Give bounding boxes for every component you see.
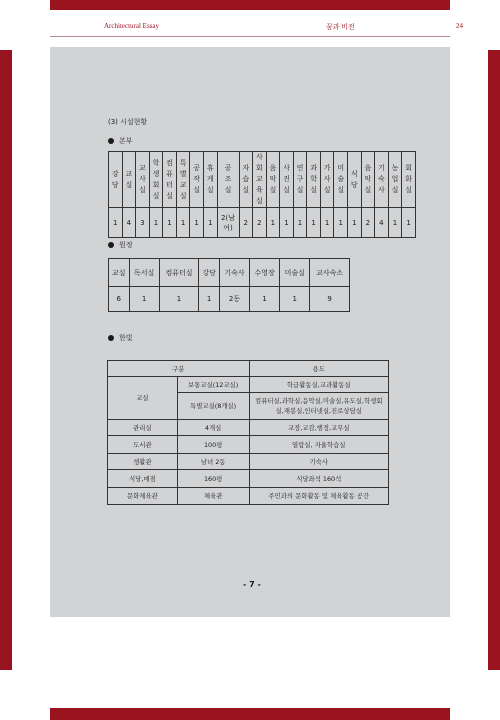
table-header-row: [109, 259, 350, 287]
col-header-label: 회화실: [405, 164, 412, 194]
table-cell: 1: [190, 208, 204, 238]
table-row: [108, 420, 389, 436]
table-cell: 1: [109, 208, 123, 238]
col-header: [361, 152, 375, 208]
col-header-label: 강당: [111, 169, 119, 189]
col-header-label: 공작실: [193, 164, 201, 194]
right-accent-bar: [488, 50, 500, 670]
cell-use: 학급활동실,교과활동실: [249, 377, 388, 393]
bullet-dot-icon: [108, 138, 114, 144]
col-header: [348, 152, 362, 208]
col-header: [266, 152, 280, 208]
cell-name: 도서관: [108, 436, 178, 454]
header-page-number: 24: [456, 22, 463, 30]
col-header-label: 농업실: [391, 164, 399, 194]
cell-sub: 특별교실(8개실): [177, 393, 249, 420]
col-header: [122, 152, 136, 208]
cell-sub: 160평: [177, 470, 249, 488]
section-title: (3) 시설현황: [108, 118, 148, 126]
col-header-label: 사회교육실: [255, 153, 263, 205]
table-cell: 2: [239, 208, 253, 238]
col-header: 교사숙소: [310, 259, 350, 287]
cell-sub: 보통교실(12교실): [177, 377, 249, 393]
col-header: 독서실: [129, 259, 159, 287]
col-header: 미술실: [280, 259, 310, 287]
table-cell: 1: [402, 208, 416, 238]
bullet-main-building: [108, 136, 133, 146]
col-header: [149, 152, 163, 208]
table-cell: 9: [310, 287, 350, 312]
bullet-hanbit: [108, 333, 133, 343]
running-header: [0, 16, 500, 36]
col-header: [280, 152, 294, 208]
col-header: [388, 152, 402, 208]
bullet-branch: [108, 240, 133, 250]
table-row: [108, 488, 389, 505]
bullet-label: 본부: [119, 137, 133, 145]
table-cell: 1: [280, 287, 310, 312]
table-cell: 6: [109, 287, 130, 312]
col-header: [190, 152, 204, 208]
table-row: [108, 454, 389, 470]
table-header-row: [108, 361, 389, 377]
table-cell: 2동: [219, 287, 249, 312]
cell-sub: 체육관: [177, 488, 249, 505]
col-header: [253, 152, 267, 208]
cell-use: 컴퓨터실,과학실,음악실,미술실,유도실,학생회실,재봉실,인터넷실,진로상담실: [249, 393, 388, 420]
col-header-label: 가사실: [323, 164, 331, 194]
col-header-label: 음악실: [364, 164, 372, 194]
col-header-category: 구분: [108, 361, 250, 377]
hanbit-facilities-table: [107, 360, 389, 505]
header-section-title: 꿈과 비전: [326, 23, 355, 31]
col-header: 교실: [109, 259, 130, 287]
table-cell: 1: [203, 208, 217, 238]
table-row: [108, 436, 389, 454]
table-cell: 1: [388, 208, 402, 238]
cell-name: 생활관: [108, 454, 178, 470]
col-header: [307, 152, 321, 208]
col-header-label: 휴게실: [206, 164, 214, 194]
cell-sub: 4개실: [177, 420, 249, 436]
bottom-accent-bar: [50, 708, 450, 720]
top-accent-bar: [50, 0, 450, 10]
col-header-label: 컴퓨터실: [166, 158, 173, 200]
table-row: [109, 287, 350, 312]
table-cell: 1: [280, 208, 294, 238]
col-header: 컴퓨터실: [159, 259, 199, 287]
cell-use: 식당좌석 160석: [249, 470, 388, 488]
bullet-label: 한빛: [119, 334, 133, 342]
bullet-label: 원정: [119, 241, 133, 249]
col-header-label: 사진실: [283, 164, 290, 194]
col-header-label: 기숙사: [378, 164, 385, 194]
table-cell: 1: [334, 208, 348, 238]
table-cell: 1: [176, 208, 190, 238]
table-cell: 1: [149, 208, 163, 238]
table-cell: 1: [266, 208, 280, 238]
row-label-classroom: 교실: [108, 377, 178, 420]
col-header: [217, 152, 239, 208]
col-header-label: 교사실: [139, 164, 146, 194]
col-header: [320, 152, 334, 208]
col-header-label: 식당: [350, 169, 358, 189]
table-cell: 3: [136, 208, 150, 238]
col-header: [375, 152, 389, 208]
col-header-label: 연구실: [296, 164, 304, 194]
table-row: [108, 470, 389, 488]
left-accent-bar: [0, 50, 12, 670]
table-cell: 4: [122, 208, 136, 238]
col-header-label: 과학실: [310, 164, 317, 194]
cell-use: 기숙사: [249, 454, 388, 470]
col-header: [402, 152, 416, 208]
col-header-label: 자습실: [242, 164, 250, 194]
table-cell: 4: [375, 208, 389, 238]
col-header: [203, 152, 217, 208]
cell-use: 열람실, 자율학습실: [249, 436, 388, 454]
table-cell: 1: [293, 208, 307, 238]
cell-use: 주민과의 문화활동 및 체육활동 공간: [249, 488, 388, 505]
cell-name: 문화체육관: [108, 488, 178, 505]
table-cell: 1: [307, 208, 321, 238]
table-cell: 1: [320, 208, 334, 238]
table-cell: 1: [163, 208, 177, 238]
table-row: [109, 208, 416, 238]
cell-sub: 100평: [177, 436, 249, 454]
header-rule: [50, 36, 450, 37]
col-header: [176, 152, 190, 208]
bullet-dot-icon: [108, 242, 114, 248]
col-header-label: 공조실: [224, 164, 232, 194]
table-cell: 2(남여): [217, 208, 239, 238]
col-header-label: 음악실: [269, 164, 277, 194]
col-header: [239, 152, 253, 208]
page-number: - 7 -: [243, 580, 261, 589]
scanned-page: [50, 47, 450, 617]
col-header: 수영장: [250, 259, 280, 287]
col-header: [136, 152, 150, 208]
col-header-label: 미술실: [337, 164, 345, 194]
table-row: [108, 377, 389, 393]
cell-sub: 남녀 2동: [177, 454, 249, 470]
col-header: 기숙사: [219, 259, 249, 287]
col-header: [109, 152, 123, 208]
cell-name: 식당,매점: [108, 470, 178, 488]
table-cell: 1: [199, 287, 220, 312]
table-header-row: [109, 152, 416, 208]
col-header: 강당: [199, 259, 220, 287]
cell-use: 교장,교감,행정,교무실: [249, 420, 388, 436]
branch-facilities-table: [108, 258, 350, 312]
col-header: [293, 152, 307, 208]
bullet-dot-icon: [108, 335, 114, 341]
col-header-label: 교실: [125, 169, 133, 189]
col-header: [163, 152, 177, 208]
col-header-label: 특별교실: [179, 158, 187, 200]
table-cell: 1: [250, 287, 280, 312]
col-header-label: 학생회실: [152, 158, 160, 200]
header-journal-title: Architectural Essay: [104, 22, 160, 30]
table-cell: 1: [129, 287, 159, 312]
col-header-use: 용도: [249, 361, 388, 377]
table-cell: 1: [159, 287, 199, 312]
main-building-facilities-table: [108, 151, 416, 238]
cell-name: 관리실: [108, 420, 178, 436]
table-cell: 2: [361, 208, 375, 238]
col-header: [334, 152, 348, 208]
table-cell: 1: [348, 208, 362, 238]
table-cell: 2: [253, 208, 267, 238]
